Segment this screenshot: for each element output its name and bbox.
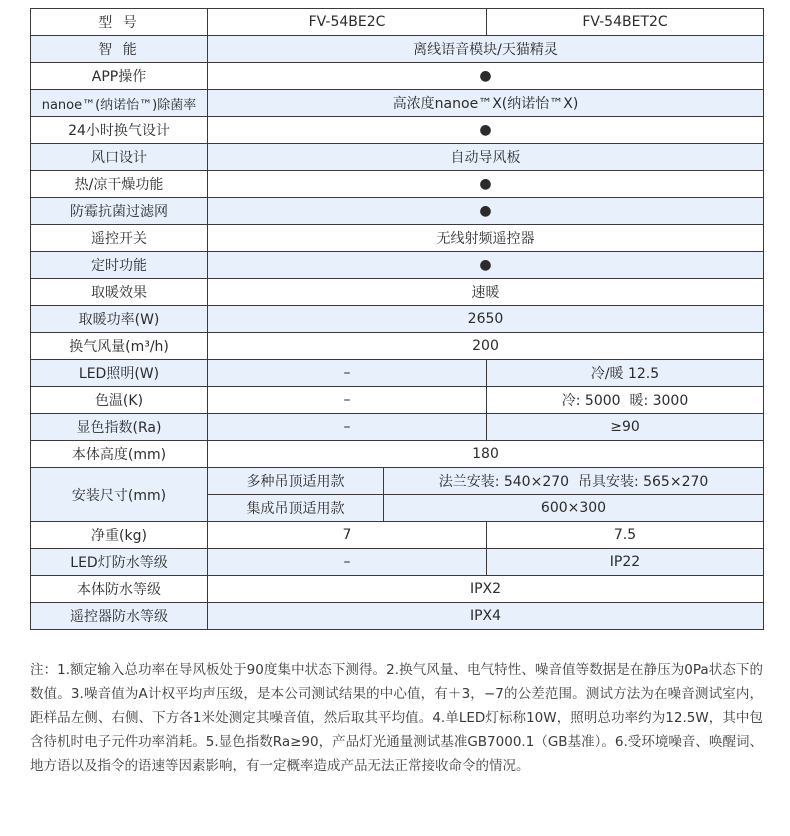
row-value: IPX4 <box>208 603 764 630</box>
row-label: LED照明(W) <box>31 360 208 387</box>
bullet-icon: ● <box>208 171 764 198</box>
row-label: 定时功能 <box>31 252 208 279</box>
bullet-icon: ● <box>208 63 764 90</box>
table-row <box>31 576 764 603</box>
table-row <box>31 333 764 360</box>
row-label: 取暖效果 <box>31 279 208 306</box>
model-a-value: – <box>208 414 487 441</box>
model-a-header: FV-54BE2C <box>208 9 487 36</box>
row-value: IPX2 <box>208 576 764 603</box>
row-label: 换气风量(m³/h) <box>31 333 208 360</box>
table-row <box>31 9 764 36</box>
model-a-value: 7 <box>208 522 487 549</box>
table-row <box>31 522 764 549</box>
row-label: 显色指数(Ra) <box>31 414 208 441</box>
table-row <box>31 603 764 630</box>
row-label: APP操作 <box>31 63 208 90</box>
row-value: 180 <box>208 441 764 468</box>
spec-table <box>30 8 764 630</box>
model-b-value: ≥90 <box>487 414 764 441</box>
row-label: 本体防水等级 <box>31 576 208 603</box>
row-value: 2650 <box>208 306 764 333</box>
row-label: 风口设计 <box>31 144 208 171</box>
row-label: 取暖功率(W) <box>31 306 208 333</box>
row-label: nanoe™(纳诺怡™)除菌率 <box>31 90 208 117</box>
install-sub-label: 集成吊顶适用款 <box>208 495 384 522</box>
row-label: 安装尺寸(mm) <box>31 468 208 522</box>
row-value: 离线语音模块/天猫精灵 <box>208 36 764 63</box>
table-row <box>31 252 764 279</box>
row-value: 速暖 <box>208 279 764 306</box>
table-row <box>31 36 764 63</box>
table-row <box>31 468 764 495</box>
model-header-label: 型 号 <box>31 9 208 36</box>
row-label: 智 能 <box>31 36 208 63</box>
table-row <box>31 387 764 414</box>
row-label: 24小时换气设计 <box>31 117 208 144</box>
table-row <box>31 441 764 468</box>
row-label: 本体高度(mm) <box>31 441 208 468</box>
table-row <box>31 198 764 225</box>
table-row <box>31 144 764 171</box>
bullet-icon: ● <box>208 117 764 144</box>
bullet-icon: ● <box>208 252 764 279</box>
row-label: 热/凉干燥功能 <box>31 171 208 198</box>
row-value: 高浓度nanoe™X(纳诺怡™X) <box>208 90 764 117</box>
table-row <box>31 414 764 441</box>
table-row <box>31 90 764 117</box>
bullet-icon: ● <box>208 198 764 225</box>
model-b-value: 7.5 <box>487 522 764 549</box>
model-b-header: FV-54BET2C <box>487 9 764 36</box>
model-b-value: 冷/暖 12.5 <box>487 360 764 387</box>
row-value: 200 <box>208 333 764 360</box>
row-label: 色温(K) <box>31 387 208 414</box>
row-label: 遥控器防水等级 <box>31 603 208 630</box>
model-b-value: 冷: 5000 暖: 3000 <box>487 387 764 414</box>
table-row <box>31 360 764 387</box>
table-row <box>31 225 764 252</box>
install-sub-value: 600×300 <box>384 495 764 522</box>
row-value: 自动导风板 <box>208 144 764 171</box>
table-row <box>31 171 764 198</box>
row-label: 净重(kg) <box>31 522 208 549</box>
model-a-value: – <box>208 387 487 414</box>
table-row <box>31 306 764 333</box>
footnotes: 注：1.额定输入总功率在导风板处于90度集中状态下测得。2.换气风量、电气特性、噪音值等数据是在静压为0Pa状态下的数值。3.噪音值为A计权平均声压级，是本公司测试结果的中心值，有＋3，−7的公差范围。测试方法为在噪音测试室内，距样品左侧、右侧、下方各1米处测定其噪音值，然后取其平均值。4.单LED灯标称10W，照明总功率约为12.5W，其中包含待机时电子元件功率消耗。5.显色指数Ra≥90，产品灯光通量测试基准GB7000.1（GB基准）。6.受环境噪音、唤醒词、地方语以及指令的语速等因素影响，有一定概率造成产品无法正常接收命令的情况。 <box>30 662 763 774</box>
install-sub-value: 法兰安装: 540×270 吊具安装: 565×270 <box>384 468 764 495</box>
model-a-value: – <box>208 549 487 576</box>
table-row <box>31 549 764 576</box>
model-a-value: – <box>208 360 487 387</box>
table-row <box>31 117 764 144</box>
table-row <box>31 279 764 306</box>
row-label: LED灯防水等级 <box>31 549 208 576</box>
row-value: 无线射频遥控器 <box>208 225 764 252</box>
row-label: 防霉抗菌过滤网 <box>31 198 208 225</box>
model-b-value: IP22 <box>487 549 764 576</box>
row-label: 遥控开关 <box>31 225 208 252</box>
install-sub-label: 多种吊顶适用款 <box>208 468 384 495</box>
table-row <box>31 63 764 90</box>
